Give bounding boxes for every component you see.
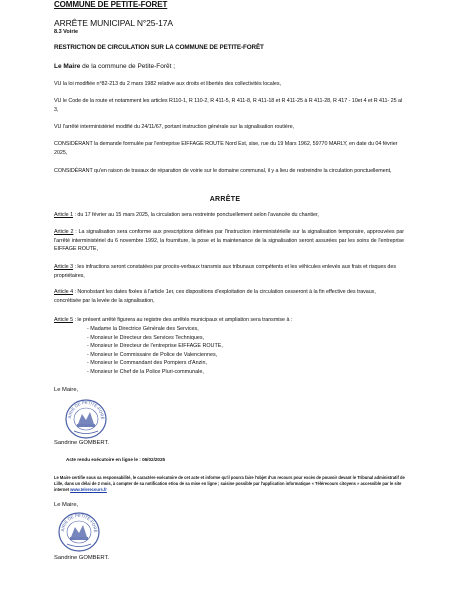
- article-2-label: Article 2: [54, 229, 74, 235]
- recipient-item: - Monsieur le Directeur de l'entreprise EIFFAGE ROUTE,: [87, 343, 223, 349]
- maire-intro-rest: de la commune de Petite-Forêt ;: [80, 63, 176, 70]
- recipient-list: [87, 325, 367, 376]
- article-4-text: : Nonobstant les dates fixées à l'article 1er, ces dispositions d'exploitation de la circulation cesseront à la fin effective des travaux, concrétisée par la levée de la signalisation,: [54, 289, 376, 304]
- document-title: RESTRICTION DE CIRCULATION SUR LA COMMUNE DE PETITE-FORÊT: [54, 44, 264, 51]
- article-1-text: : du 17 février au 15 mars 2025, la circulation sera restreinte ponctuellement selon l'avancée du chantier,: [73, 212, 319, 218]
- article-5: [54, 316, 404, 325]
- article-2-text: : La signalisation sera conforme aux prescriptions définies par l'instruction interministérielle sur la signalisation temporaire, approuvées par l'arrêté interministériel du 6 novembre 1992, la fourniture, la pose et la maintenance de la signalisation seront assurées par les soins de l'entreprise EIFFAGE ROUTE,: [54, 229, 404, 252]
- consideration-3: VU l'arrêté interministériel modifié du 24/11/67, portant instruction générale sur la signalisation routière,: [54, 124, 294, 130]
- signatory-name: Sandrine GOMBERT.: [54, 440, 109, 446]
- official-seal-icon: [64, 398, 108, 440]
- telerecours-link[interactable]: www.telerecours.fr: [70, 486, 107, 492]
- recipient-item: - Monsieur le Commandant des Pompiers d'Anzin,: [87, 360, 207, 366]
- article-4: [54, 288, 404, 305]
- legal-notice-text: Le Maire certifie sous sa responsabilité, le caractère exécutoire de cet acte et informe qu'il pourra faire l'objet d'un recours pour excès de pouvoir devant le Tribunal administratif de Lille, dans un délai de 2 mois, à compter de sa notification et/ou de sa mise en ligne ; saisine possible par l'application informatique « Télérecours citoyens » accessible par le site internet: [54, 475, 405, 492]
- recipient-item: - Monsieur le Chef de la Police Pluri-communale,: [87, 368, 204, 375]
- commune-heading: COMMUNE DE PETITE-FORET: [54, 0, 168, 9]
- article-4-label: Article 4: [54, 289, 74, 295]
- consideration-2: VU le Code de la route et notamment les articles R110-1, R 110-2, R 411-5, R 411-8, R 411-18 et R 411-25 à R 411-28, R 417 - 10et 4 et R 411- 25 al 3,: [54, 98, 403, 113]
- arrete-heading: ARRÊTE: [209, 196, 241, 203]
- consideration-5: CONSIDÉRANT qu'en raison de travaux de réparation de voirie sur le domaine communal, il y a lieu de restreindre la circulation ponctuellement,: [54, 168, 392, 174]
- arrete-number: ARRÊTE MUNICIPAL N°25-17A: [54, 18, 173, 28]
- article-2: [54, 228, 404, 254]
- article-3-label: Article 3: [54, 264, 74, 270]
- consideration-4: CONSIDÉRANT la demande formulée par l'entreprise EIFFAGE ROUTE Nord Est, sise, rue du 19 Mars 1962, 59770 MARLY, en date du 04 février 2025,: [54, 141, 398, 156]
- recipient-item: - Monsieur le Directeur des Services Techniques,: [87, 334, 205, 341]
- legal-notice: [54, 475, 406, 492]
- maire-intro-bold: Le Maire: [54, 63, 81, 70]
- maire-intro: [54, 63, 175, 70]
- seal-text: AIRIE DE PETITE-FORÊ: [66, 399, 106, 420]
- article-5-text: : le présent arrêté figurera au registre des arrêtés municipaux et ampliation sera transmise à :: [73, 317, 293, 323]
- article-1-label: Article 1: [54, 212, 74, 218]
- article-3-text: : les infractions seront constatées par procès-verbaux transmis aux tribunaux compétents et les véhicules enlevés aux frais et risques des propriétaires,: [54, 264, 396, 279]
- svg-text:MAIRIE DE PETITE-FORÊT: [64, 398, 105, 420]
- signature-label: Le Maire,: [54, 387, 79, 393]
- svg-text:MAIRIE DE PETITE-FORÊT: [57, 511, 98, 533]
- seal-text-2: AIRIE DE PETITE-FORÊ: [59, 512, 99, 533]
- signature-label-2: Le Maire,: [54, 502, 79, 508]
- consideration-1: VU la loi modifiée n°82-213 du 2 mars 1982 relative aux droits et libertés des collectivités locales,: [54, 81, 281, 87]
- recipient-item: - Madame la Directrice Générale des Services,: [87, 326, 199, 332]
- article-3: [54, 263, 404, 280]
- recipient-item: - Monsieur le Commissaire de Police de Valenciennes,: [87, 351, 218, 358]
- publication-note: Acte rendu exécutoire en ligne le : 06/02/2025: [66, 457, 166, 462]
- article-1: [54, 211, 404, 220]
- signatory-name-2: Sandrine GOMBERT.: [54, 555, 109, 561]
- article-5-label: Article 5: [54, 317, 74, 323]
- chapter-label: 8.3 Voirie: [54, 29, 79, 35]
- official-seal-icon-2: [57, 511, 101, 553]
